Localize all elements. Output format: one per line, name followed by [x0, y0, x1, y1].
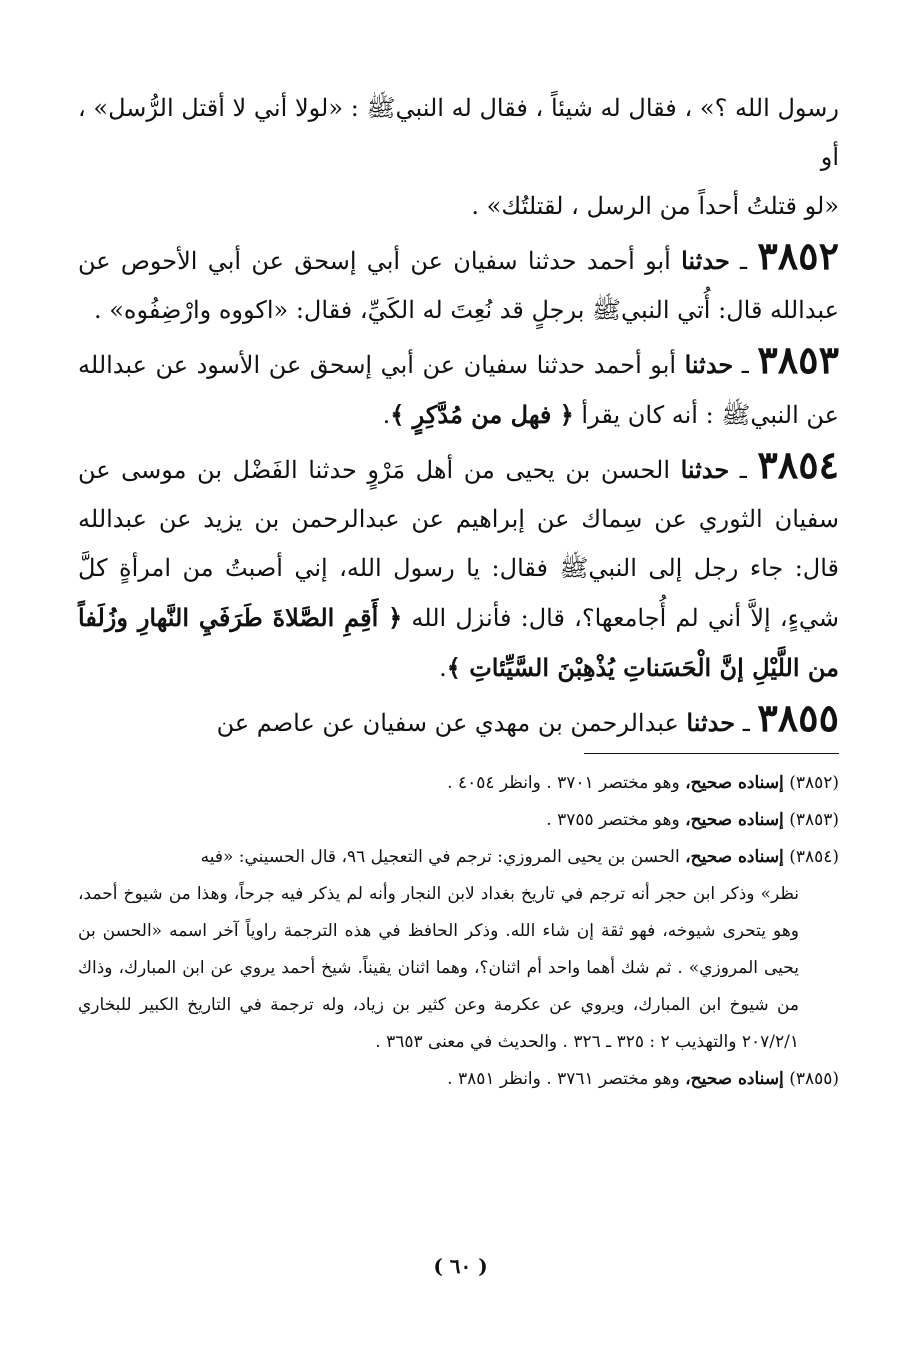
footnote-grading: إسناده صحيح، [685, 847, 784, 867]
hadith-number: ٣٨٥٥ [757, 695, 839, 740]
footnote-text: الحسن بن يحيى المروزي: ترجم في التعجيل ٩٦، قال الحسيني: «فيه [200, 847, 686, 867]
footnote-ref: (٣٨٥٤) [789, 847, 839, 867]
footnote-grading: إسناده صحيح، [685, 810, 784, 830]
hadith-3852 [78, 231, 839, 335]
footnote-3853 [78, 802, 839, 839]
hadith-number: ٣٨٥٣ [757, 337, 839, 382]
footnote-ref: (٣٨٥٢) [789, 773, 839, 793]
hadith-text: الحسن بن يحيى من أهل مَرْوٍ حدثنا الفَضْل بن موسى عن سفيان الثوري عن سِماك عن إبراهيم عن عبدالرحمن بن يزيد عن عبدالله قال: جاء رجل إلى النبيﷺ فقال: يا رسول الله، إني أصبتُ من امرأةٍ كلَّ شيءٍ، إلاَّ أني لم أُجامعها؟، قال: فأنزل الله [78, 456, 840, 632]
hadith-end: . [382, 401, 391, 429]
hadith-number: ٣٨٥٢ [757, 233, 839, 278]
footnote-3852 [78, 765, 839, 802]
hadith-dash: ـ [729, 456, 758, 484]
footnote-3854 [78, 839, 839, 876]
footnote-ref: (٣٨٥٣) [789, 810, 839, 830]
intro-line-2: «لو قتلتُ أحداً من الرسل ، لقتلتُك» . [471, 192, 839, 220]
hadith-3853 [78, 335, 839, 440]
hadith-dash: ـ [729, 247, 758, 275]
footnote-ref: (٣٨٥٥) [789, 1069, 839, 1089]
hadith-number: ٣٨٥٤ [757, 442, 840, 487]
footnote-3855 [78, 1061, 839, 1098]
footnote-grading: إسناده صحيح، [685, 1069, 784, 1089]
hadith-keyword: حدثنا [684, 350, 734, 379]
hadith-text: عبدالرحمن بن مهدي عن سفيان عن عاصم عن [216, 709, 687, 737]
footnote-text: وهو مختصر ٣٧٠١ . وانظر ٤٠٥٤ . [447, 773, 686, 793]
hadith-continuation [78, 84, 839, 231]
hadith-keyword: حدثنا [686, 708, 736, 737]
hadith-keyword: حدثنا [680, 455, 730, 484]
hadith-dash: ـ [733, 351, 758, 379]
footnotes [78, 765, 839, 1098]
hadith-keyword: حدثنا [681, 246, 730, 275]
page-number: ( ٦٠ ) [433, 1254, 488, 1278]
footnote-grading: إسناده صحيح، [685, 773, 784, 793]
hadith-dash: ـ [735, 709, 758, 737]
hadith-3854 [78, 440, 839, 693]
quran-verse: ﴿ فهل من مُدَّكِرٍ ﴾ [390, 400, 574, 429]
hadith-text: أبو أحمد حدثنا سفيان عن أبي إسحق عن الأسود عن عبدالله عن النبيﷺ : أنه كان يقرأ [78, 351, 839, 429]
quran-verse: ﴿ أَقِمِ الصَّلاةَ طَرَفَيِ النَّهارِ وزُلَفاً من اللَّيْلِ إنَّ الْحَسَناتِ يُذْهِبْنَ السَّيِّئاتِ ﴾ [78, 603, 839, 682]
footnote-text: وهو مختصر ٣٧٥٥ . [546, 810, 686, 830]
intro-line-1: رسول الله ؟» ، فقال له شيئاً ، فقال له النبيﷺ : «لولا أني لا أقتل الرُّسل» ، أو [78, 94, 839, 171]
footnote-3854-continuation: نظر» وذكر ابن حجر أنه ترجم في تاريخ بغداد لابن النجار وأنه لم يذكر فيه جرحاً، وهذا من شيوخ أحمد، وهو يتحرى شيوخه، فهو ثقة إن شاء الله. وذكر الحافظ في هذه الترجمة راوياً آخر اسمه «الحسن بن يحيى المروزي» . ثم شك أهما واحد أم اثنان؟، وهما اثنان يقيناً. شيخ أحمد يروي عن ابن المبارك، وذاك من شيوخ ابن المبارك، ويروي عن عكرمة وعن كثير بن زياد، وله ترجمة في التاريخ الكبير للبخاري ٢٠٧/٢/١ والتهذيب ٢ : ٣٢٥ ـ ٣٢٦ . والحديث في معنى ٣٦٥٣ . [78, 884, 799, 1052]
main-text [78, 84, 839, 748]
hadith-3855 [78, 693, 839, 748]
footnote-divider [584, 753, 839, 754]
hadith-text: أبو أحمد حدثنا سفيان عن أبي إسحق عن أبي الأحوص عن عبدالله قال: أُتي النبيﷺ برجلٍ قد نُعِتَ له الكَيِّ، فقال: «اكووه وارْضِفُوه» . [78, 247, 839, 324]
footnote-text: وهو مختصر ٣٧٦١ . وانظر ٣٨٥١ . [447, 1069, 686, 1089]
hadith-end: . [439, 654, 447, 682]
